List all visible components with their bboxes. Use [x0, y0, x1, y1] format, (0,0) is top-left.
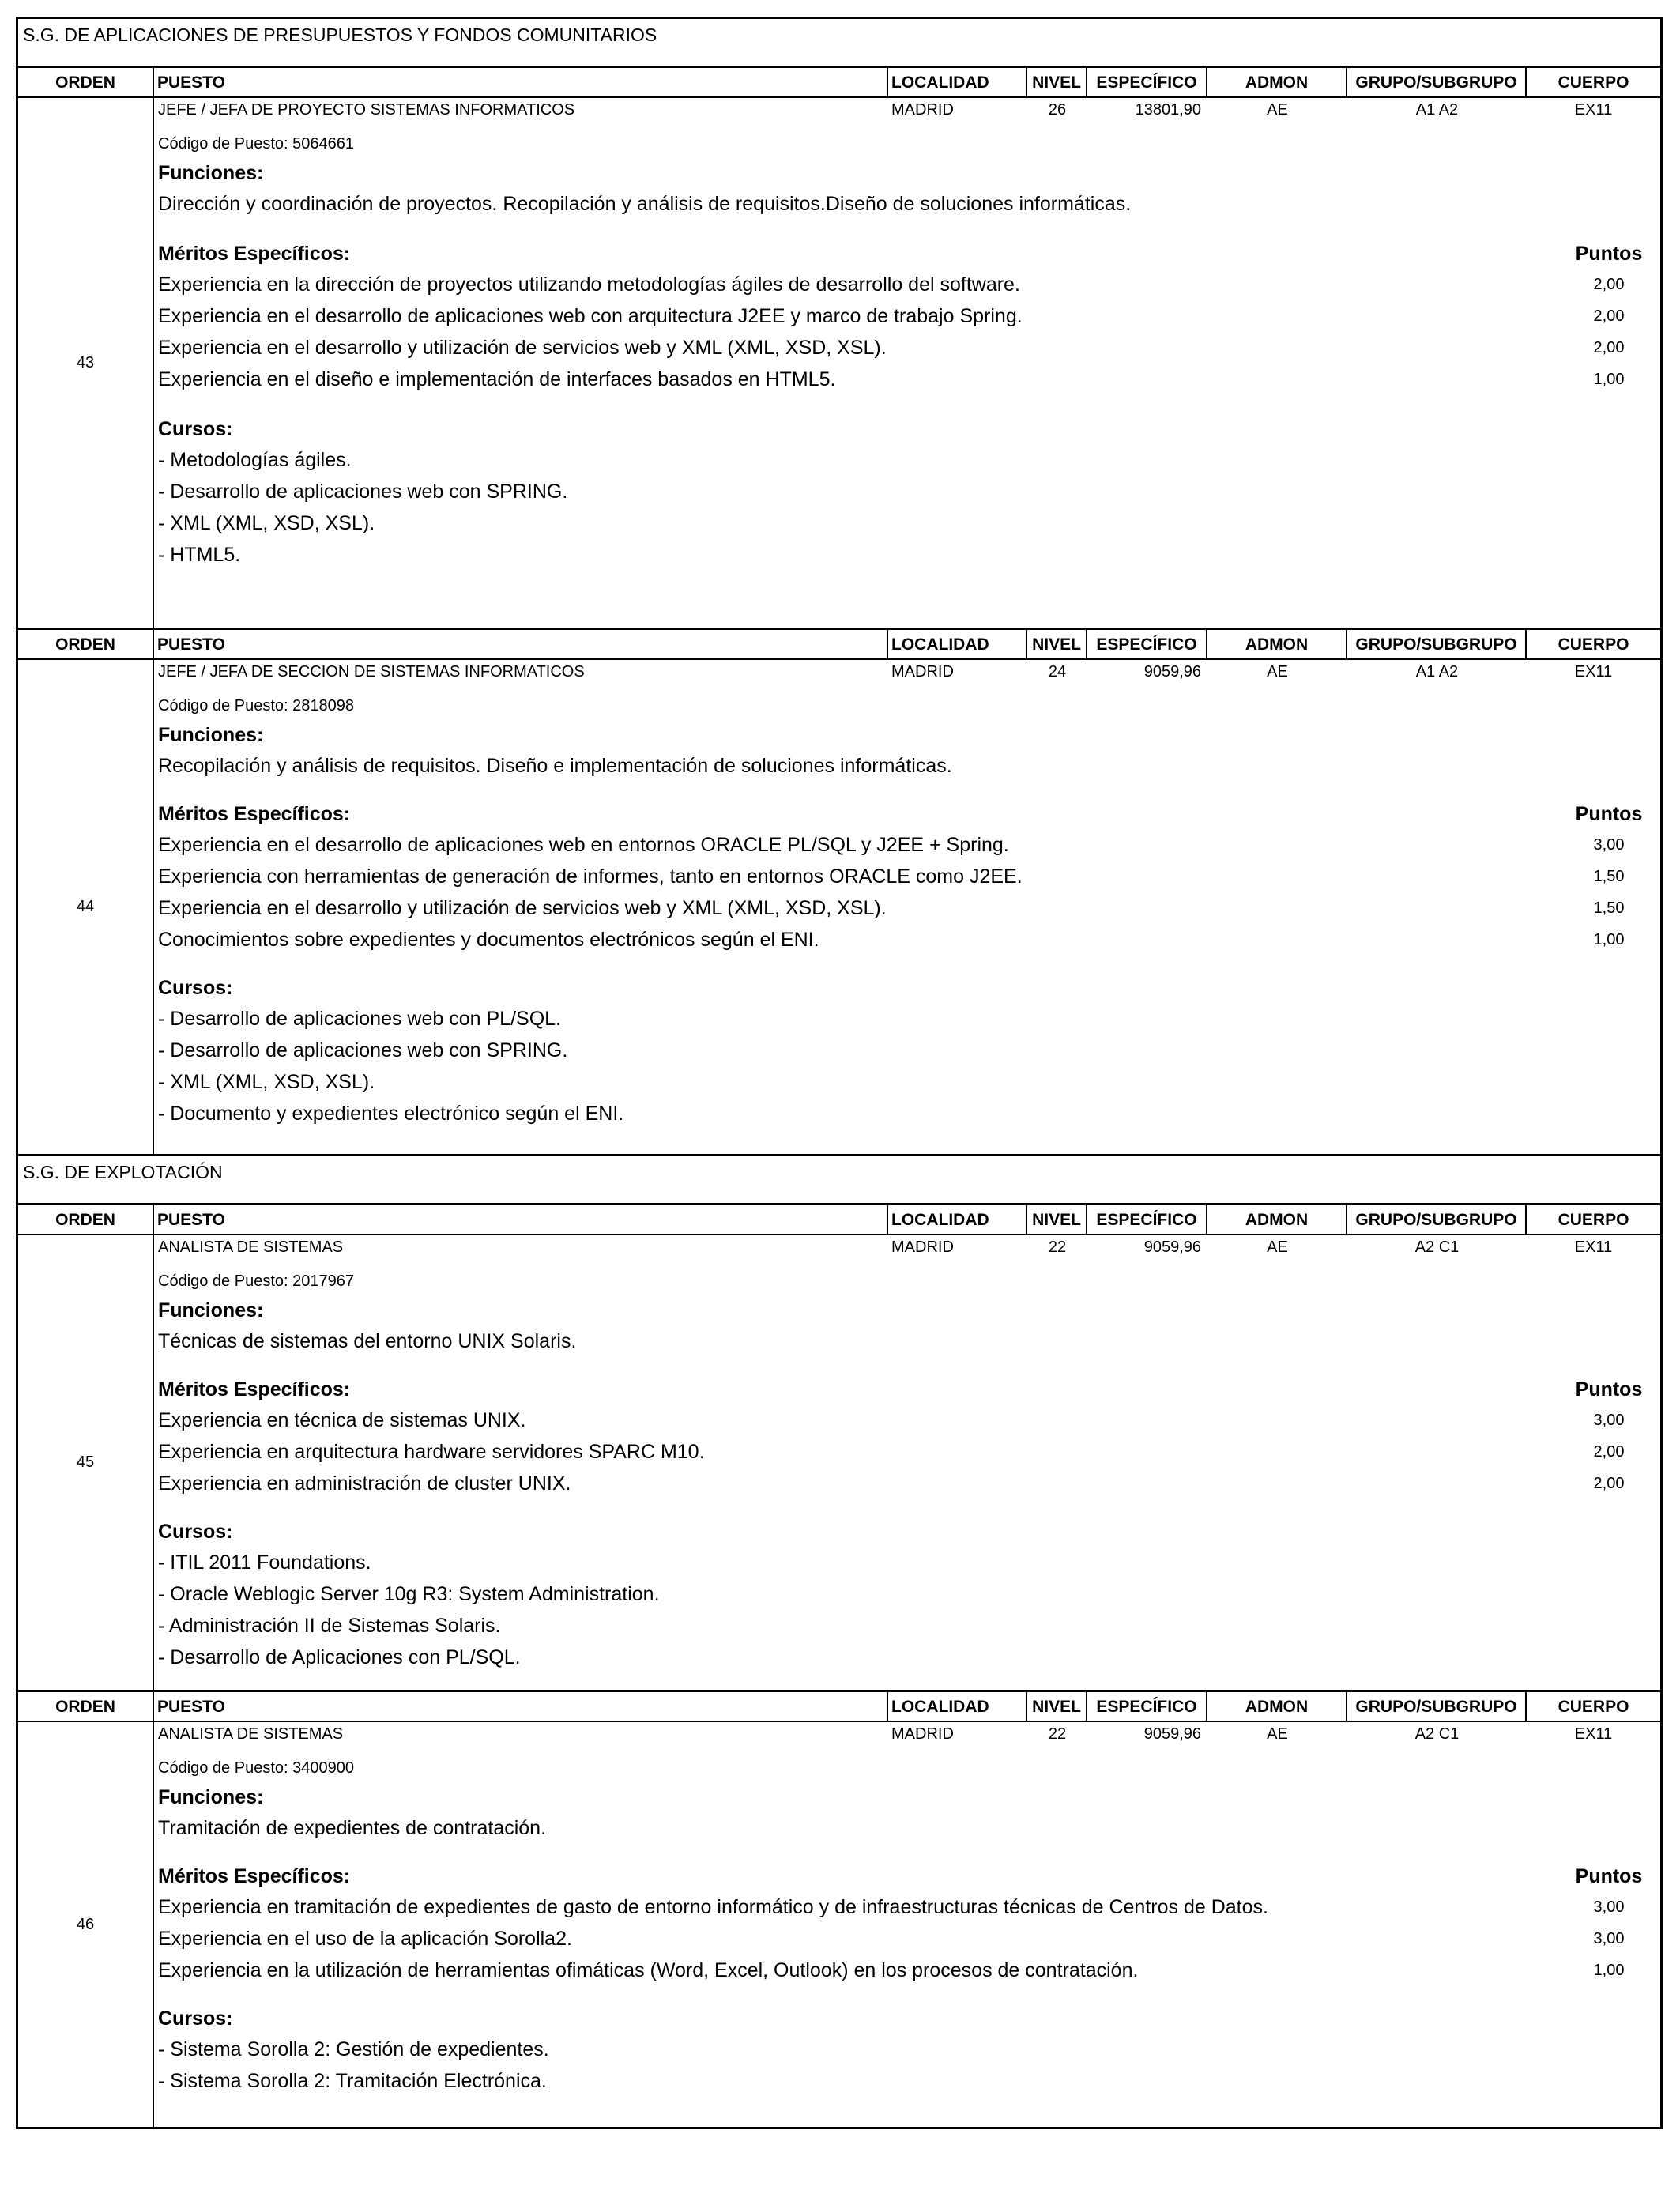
- header-localidad: LOCALIDAD: [888, 1692, 1027, 1721]
- position-row: [18, 98, 1660, 630]
- curso-item: - XML (XML, XSD, XSL).: [158, 1071, 375, 1093]
- header-localidad: LOCALIDAD: [888, 630, 1027, 658]
- funciones-label: Funciones:: [158, 1786, 264, 1808]
- curso-item: - Oracle Weblogic Server 10g R3: System Administration.: [158, 1583, 660, 1605]
- localidad-value: MADRID: [891, 1238, 954, 1256]
- funciones-text: Tramitación de expedientes de contratación.: [158, 1817, 547, 1839]
- header-orden: ORDEN: [18, 1205, 154, 1234]
- curso-item: - Desarrollo de aplicaciones web con SPRING.: [158, 481, 568, 503]
- merit-item: [158, 1468, 1660, 1499]
- document-table: [16, 17, 1663, 2129]
- curso-item: - Desarrollo de Aplicaciones con PL/SQL.: [158, 1646, 521, 1668]
- funciones-label: Funciones:: [158, 162, 264, 184]
- cuerpo-value: EX11: [1574, 663, 1613, 680]
- meritos-label: Méritos Específicos:: [158, 1378, 351, 1400]
- nivel-value: 26: [1048, 101, 1067, 119]
- curso-item: - Sistema Sorolla 2: Gestión de expedientes.: [158, 2038, 549, 2060]
- header-nivel: NIVEL: [1027, 1692, 1087, 1721]
- orden-number: 45: [18, 1235, 154, 1690]
- merit-item: [158, 269, 1660, 300]
- codigo-puesto: Código de Puesto: 3400900: [158, 1759, 354, 1777]
- funciones-text: Recopilación y análisis de requisitos. Diseño e implementación de soluciones informáticas.: [158, 755, 952, 777]
- position-content: [154, 660, 1660, 1154]
- curso-item: - HTML5.: [158, 544, 241, 566]
- merit-points: 2,00: [1593, 276, 1625, 293]
- cuerpo-value: EX11: [1574, 1238, 1613, 1256]
- puesto-name: ANALISTA DE SISTEMAS: [158, 1238, 344, 1256]
- grupo-value: A2 C1: [1414, 1725, 1460, 1743]
- meritos-label: Méritos Específicos:: [158, 803, 351, 825]
- position-summary: [158, 660, 1660, 692]
- header-especifico: ESPECÍFICO: [1087, 1205, 1207, 1234]
- grupo-value: A1 A2: [1415, 101, 1459, 119]
- table-header-row: [18, 630, 1660, 660]
- nivel-value: 22: [1048, 1725, 1067, 1743]
- localidad-value: MADRID: [891, 101, 954, 119]
- header-admon: ADMON: [1207, 1205, 1347, 1234]
- header-nivel: NIVEL: [1027, 68, 1087, 96]
- merit-points: 1,00: [1593, 931, 1625, 948]
- merit-points: 1,50: [1593, 868, 1625, 885]
- meritos-header: [158, 239, 1660, 269]
- merit-points: 1,50: [1593, 899, 1625, 917]
- meritos-header: [158, 1861, 1660, 1891]
- curso-item: - Documento y expedientes electrónico según el ENI.: [158, 1103, 624, 1125]
- meritos-label: Méritos Específicos:: [158, 1865, 351, 1887]
- merit-points: 2,00: [1593, 307, 1625, 325]
- puntos-label: Puntos: [1575, 803, 1643, 825]
- header-orden: ORDEN: [18, 630, 154, 658]
- merit-text: Experiencia en el desarrollo y utilización de servicios web y XML (XML, XSD, XSL).: [158, 337, 887, 359]
- merit-text: Experiencia en administración de cluster UNIX.: [158, 1472, 571, 1495]
- merit-points: 2,00: [1593, 339, 1625, 356]
- header-admon: ADMON: [1207, 68, 1347, 96]
- puntos-label: Puntos: [1575, 1378, 1643, 1400]
- merit-text: Experiencia en el uso de la aplicación Sorolla2.: [158, 1928, 572, 1950]
- position-row: [18, 1722, 1660, 2127]
- puesto-name: JEFE / JEFA DE SECCION DE SISTEMAS INFORMATICOS: [158, 663, 585, 680]
- cursos-label: Cursos:: [158, 977, 233, 999]
- merit-points: 3,00: [1593, 1898, 1625, 1916]
- funciones-text: Técnicas de sistemas del entorno UNIX Solaris.: [158, 1330, 577, 1352]
- especifico-value: 9059,96: [1143, 1725, 1201, 1743]
- position-summary: [158, 1722, 1660, 1754]
- grupo-value: A1 A2: [1415, 663, 1459, 680]
- merit-item: [158, 861, 1660, 892]
- merit-item: [158, 892, 1660, 924]
- curso-item: - Sistema Sorolla 2: Tramitación Electrónica.: [158, 2070, 547, 2092]
- merit-item: [158, 1923, 1660, 1955]
- curso-item: - Desarrollo de aplicaciones web con SPRING.: [158, 1039, 568, 1061]
- merit-points: 3,00: [1593, 1412, 1625, 1429]
- section-title: S.G. DE EXPLOTACIÓN: [18, 1156, 1660, 1205]
- codigo-puesto: Código de Puesto: 5064661: [158, 135, 354, 153]
- funciones-text: Dirección y coordinación de proyectos. Recopilación y análisis de requisitos.Diseño de soluciones informáticas.: [158, 193, 1132, 215]
- table-header-row: [18, 68, 1660, 98]
- section-title: S.G. DE APLICACIONES DE PRESUPUESTOS Y FONDOS COMUNITARIOS: [18, 19, 1660, 68]
- admon-value: AE: [1267, 101, 1288, 119]
- header-orden: ORDEN: [18, 68, 154, 96]
- curso-item: - ITIL 2011 Foundations.: [158, 1551, 371, 1574]
- merit-item: [158, 829, 1660, 861]
- header-puesto: PUESTO: [154, 630, 888, 658]
- merit-text: Conocimientos sobre expedientes y documentos electrónicos según el ENI.: [158, 929, 819, 951]
- nivel-value: 24: [1048, 663, 1067, 680]
- header-cuerpo: CUERPO: [1558, 74, 1629, 92]
- header-grupo: GRUPO/SUBGRUPO: [1347, 630, 1527, 658]
- position-content: [154, 1722, 1660, 2127]
- especifico-value: 9059,96: [1143, 1238, 1201, 1256]
- merit-item: [158, 924, 1660, 956]
- header-cuerpo: CUERPO: [1558, 1211, 1629, 1229]
- curso-item: - Administración II de Sistemas Solaris.: [158, 1615, 501, 1637]
- codigo-puesto: Código de Puesto: 2818098: [158, 697, 354, 714]
- codigo-puesto: Código de Puesto: 2017967: [158, 1272, 354, 1290]
- header-grupo: GRUPO/SUBGRUPO: [1347, 1692, 1527, 1721]
- meritos-header: [158, 799, 1660, 829]
- header-localidad: LOCALIDAD: [888, 1205, 1027, 1234]
- curso-item: - Metodologías ágiles.: [158, 449, 352, 471]
- header-grupo: GRUPO/SUBGRUPO: [1347, 68, 1527, 96]
- orden-number: 46: [18, 1722, 154, 2127]
- merit-text: Experiencia en arquitectura hardware servidores SPARC M10.: [158, 1441, 705, 1463]
- merit-text: Experiencia en tramitación de expedientes de gasto de entorno informático y de infraestructuras técnicas de Centros de Datos.: [158, 1896, 1268, 1918]
- merit-item: [158, 1404, 1660, 1436]
- funciones-label: Funciones:: [158, 1299, 264, 1321]
- header-nivel: NIVEL: [1027, 1205, 1087, 1234]
- table-header-row: [18, 1205, 1660, 1235]
- orden-number: 44: [18, 660, 154, 1154]
- header-grupo: GRUPO/SUBGRUPO: [1347, 1205, 1527, 1234]
- merit-item: [158, 332, 1660, 364]
- nivel-value: 22: [1048, 1238, 1067, 1256]
- header-cuerpo: CUERPO: [1558, 1698, 1629, 1716]
- localidad-value: MADRID: [891, 1725, 954, 1743]
- admon-value: AE: [1267, 1725, 1288, 1743]
- merit-text: Experiencia en la utilización de herramientas ofimáticas (Word, Excel, Outlook) en los procesos de contratación.: [158, 1959, 1139, 1981]
- grupo-value: A2 C1: [1414, 1238, 1460, 1256]
- header-cuerpo: CUERPO: [1558, 635, 1629, 654]
- header-especifico: ESPECÍFICO: [1087, 630, 1207, 658]
- cursos-label: Cursos:: [158, 418, 233, 440]
- merit-points: 1,00: [1593, 1962, 1625, 1979]
- merit-text: Experiencia en el desarrollo y utilización de servicios web y XML (XML, XSD, XSL).: [158, 897, 887, 919]
- header-orden: ORDEN: [18, 1692, 154, 1721]
- funciones-label: Funciones:: [158, 724, 264, 746]
- localidad-value: MADRID: [891, 663, 954, 680]
- merit-points: 2,00: [1593, 1475, 1625, 1492]
- merit-text: Experiencia en el desarrollo de aplicaciones web en entornos ORACLE PL/SQL y J2EE + Spring.: [158, 834, 1009, 856]
- puesto-name: ANALISTA DE SISTEMAS: [158, 1725, 344, 1743]
- merit-text: Experiencia con herramientas de generación de informes, tanto en entornos ORACLE como J2EE.: [158, 865, 1023, 888]
- table-header-row: [18, 1692, 1660, 1722]
- merit-item: [158, 364, 1660, 395]
- position-summary: [158, 98, 1660, 130]
- merit-points: 3,00: [1593, 836, 1625, 854]
- admon-value: AE: [1267, 1238, 1288, 1256]
- merit-item: [158, 300, 1660, 332]
- especifico-value: 9059,96: [1143, 663, 1201, 680]
- header-nivel: NIVEL: [1027, 630, 1087, 658]
- admon-value: AE: [1267, 663, 1288, 680]
- position-row: [18, 660, 1660, 1156]
- header-especifico: ESPECÍFICO: [1087, 68, 1207, 96]
- merit-item: [158, 1436, 1660, 1468]
- merit-item: [158, 1955, 1660, 1986]
- header-puesto: PUESTO: [154, 68, 888, 96]
- header-admon: ADMON: [1207, 1692, 1347, 1721]
- cursos-label: Cursos:: [158, 2007, 233, 2030]
- merit-text: Experiencia en la dirección de proyectos utilizando metodologías ágiles de desarrollo del software.: [158, 273, 1020, 296]
- cuerpo-value: EX11: [1574, 1725, 1613, 1743]
- especifico-value: 13801,90: [1135, 101, 1201, 119]
- position-row: [18, 1235, 1660, 1692]
- cuerpo-value: EX11: [1574, 101, 1613, 119]
- merit-item: [158, 1891, 1660, 1923]
- merit-text: Experiencia en el diseño e implementación de interfaces basados en HTML5.: [158, 368, 836, 390]
- cursos-label: Cursos:: [158, 1521, 233, 1543]
- merit-points: 1,00: [1593, 371, 1625, 388]
- position-summary: [158, 1235, 1660, 1267]
- position-content: [154, 98, 1660, 628]
- meritos-label: Méritos Específicos:: [158, 243, 351, 265]
- orden-number: 43: [18, 98, 154, 628]
- header-localidad: LOCALIDAD: [888, 68, 1027, 96]
- puesto-name: JEFE / JEFA DE PROYECTO SISTEMAS INFORMATICOS: [158, 101, 575, 119]
- puntos-label: Puntos: [1575, 243, 1643, 265]
- header-admon: ADMON: [1207, 630, 1347, 658]
- curso-item: - XML (XML, XSD, XSL).: [158, 512, 375, 534]
- header-especifico: ESPECÍFICO: [1087, 1692, 1207, 1721]
- header-puesto: PUESTO: [154, 1692, 888, 1721]
- header-puesto: PUESTO: [154, 1205, 888, 1234]
- position-content: [154, 1235, 1660, 1690]
- curso-item: - Desarrollo de aplicaciones web con PL/SQL.: [158, 1008, 561, 1030]
- puntos-label: Puntos: [1575, 1865, 1643, 1887]
- merit-points: 3,00: [1593, 1930, 1625, 1947]
- merit-points: 2,00: [1593, 1443, 1625, 1461]
- meritos-header: [158, 1374, 1660, 1404]
- merit-text: Experiencia en el desarrollo de aplicaciones web con arquitectura J2EE y marco de trabajo Spring.: [158, 305, 1023, 327]
- merit-text: Experiencia en técnica de sistemas UNIX.: [158, 1409, 526, 1431]
